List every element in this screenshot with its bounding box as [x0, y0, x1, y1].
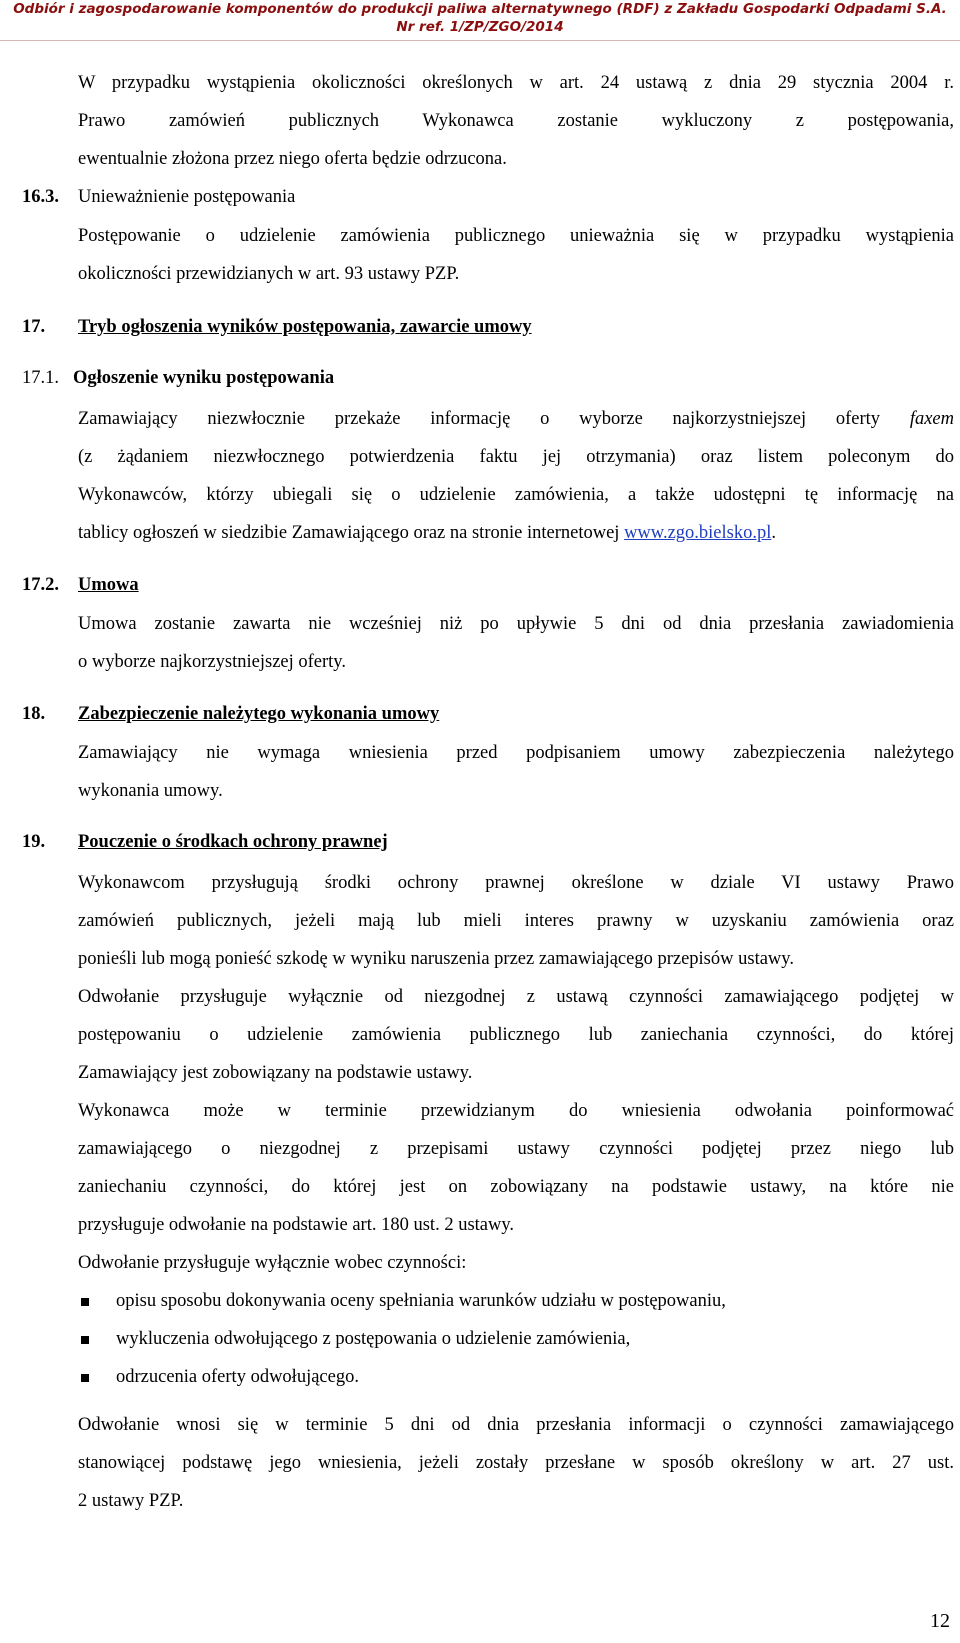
- section-17-title: Tryb ogłoszenia wyników postępowania, zawarcie umowy: [78, 317, 532, 337]
- section-19-p3-line-4: przysługuje odwołanie na podstawie art. 180 ust. 2 ustawy.: [78, 1215, 515, 1235]
- fax-emphasis: faxem: [909, 409, 954, 429]
- section-19-title: Pouczenie o środkach ochrony prawnej: [78, 832, 388, 852]
- list-item: opisu sposobu dokonywania oceny spełniania warunków udziału w postępowaniu,: [116, 1291, 726, 1311]
- section-19-p4: Odwołanie przysługuje wyłącznie wobec czynności:: [78, 1253, 467, 1273]
- section-17-2-title: Umowa: [78, 575, 139, 595]
- bullet-square-icon: [81, 1336, 89, 1344]
- header-title: Odbiór i zagospodarowanie komponentów do produkcji paliwa alternatywnego (RDF) z Zakładu Gospodarki Odpadami S.A.: [13, 1, 947, 17]
- page-number: 12: [930, 1610, 950, 1632]
- section-17-1-number: 17.1.: [22, 368, 59, 388]
- list-item: odrzucenia oferty odwołującego.: [116, 1367, 359, 1387]
- bullet-square-icon: [81, 1374, 89, 1382]
- section-19-p5-line-2: stanowiącej podstawę jego wniesienia, jeżeli zostały przesłane w sposób określony w art. 27 ust.: [78, 1453, 954, 1473]
- bullet-square-icon: [81, 1298, 89, 1306]
- intro-line-2: Prawo zamówień publicznych Wykonawca zostanie wykluczony z postępowania,: [78, 111, 954, 131]
- section-17-2-line-1: Umowa zostanie zawarta nie wcześniej niż po upływie 5 dni od dnia przesłania zawiadomienia: [78, 614, 954, 634]
- intro-line-3: ewentualnie złożona przez niego oferta będzie odrzucona.: [78, 149, 507, 169]
- section-16-3-number: 16.3.: [22, 187, 59, 207]
- section-19-p2-line-2: postępowaniu o udzielenie zamówienia publicznego lub zaniechania czynności, do której: [78, 1025, 954, 1045]
- section-16-3-line-2: okoliczności przewidzianych w art. 93 ustawy PZP.: [78, 264, 460, 284]
- intro-line-1: W przypadku wystąpienia okoliczności określonych w art. 24 ustawą z dnia 29 stycznia 2004 r.: [78, 73, 954, 93]
- section-18-line-1: Zamawiający nie wymaga wniesienia przed podpisaniem umowy zabezpieczenia należytego: [78, 743, 954, 763]
- section-17-1-line-4: tablicy ogłoszeń w siedzibie Zamawiającego oraz na stronie internetowej www.zgo.bielsko.pl.: [78, 523, 776, 543]
- section-17-2-line-2: o wyborze najkorzystniejszej oferty.: [78, 652, 346, 672]
- section-18-number: 18.: [22, 704, 46, 724]
- section-17-number: 17.: [22, 317, 46, 337]
- section-19-p1-line-2: zamówień publicznych, jeżeli mają lub mieli interes prawny w uzyskaniu zamówienia oraz: [78, 911, 954, 931]
- section-19-p3-line-2: zamawiającego o niezgodnej z przepisami ustawy czynności podjętej przez niego lub: [78, 1139, 954, 1159]
- section-17-1-title: Ogłoszenie wyniku postępowania: [73, 368, 335, 388]
- section-17-1-line-1: Zamawiający niezwłocznie przekaże informację o wyborze najkorzystniejszej oferty faxem: [78, 409, 954, 429]
- section-16-3-line-1: Postępowanie o udzielenie zamówienia publicznego unieważnia się w przypadku wystąpienia: [78, 226, 954, 246]
- section-19-p2-line-1: Odwołanie przysługuje wyłącznie od niezgodnej z ustawą czynności zamawiającego podjętej w: [78, 987, 954, 1007]
- website-link[interactable]: www.zgo.bielsko.pl: [624, 523, 772, 543]
- section-19-p2-line-3: Zamawiający jest zobowiązany na podstawie ustawy.: [78, 1063, 473, 1083]
- section-19-number: 19.: [22, 832, 46, 852]
- section-19-p1-line-3: ponieśli lub mogą ponieść szkodę w wyniku naruszenia przez zamawiającego przepisów ustawy.: [78, 949, 794, 969]
- section-19-p5-line-3: 2 ustawy PZP.: [78, 1491, 184, 1511]
- section-19-p3-line-1: Wykonawca może w terminie przewidzianym do wniesienia odwołania poinformować: [78, 1101, 954, 1121]
- section-18-line-2: wykonania umowy.: [78, 781, 223, 801]
- section-19-p3-line-3: zaniechaniu czynności, do której jest on zobowiązany na podstawie ustawy, na które nie: [78, 1177, 954, 1197]
- section-17-2-number: 17.2.: [22, 575, 59, 595]
- section-16-3-title: Unieważnienie postępowania: [78, 187, 296, 207]
- section-18-title: Zabezpieczenie należytego wykonania umowy: [78, 704, 440, 724]
- section-19-p5-line-1: Odwołanie wnosi się w terminie 5 dni od dnia przesłania informacji o czynności zamawiającego: [78, 1415, 954, 1435]
- list-item: wykluczenia odwołującego z postępowania o udzielenie zamówienia,: [116, 1329, 631, 1349]
- section-17-1-line-3: Wykonawców, którzy ubiegali się o udzielenie zamówienia, a także udostępni tę informację na: [78, 485, 954, 505]
- section-19-p1-line-1: Wykonawcom przysługują środki ochrony prawnej określone w dziale VI ustawy Prawo: [78, 873, 954, 893]
- section-17-1-line-2: (z żądaniem niezwłocznego potwierdzenia faktu jej otrzymania) oraz listem poleconym do: [78, 447, 954, 467]
- header-reference: Nr ref. 1/ZP/ZGO/2014: [396, 19, 564, 35]
